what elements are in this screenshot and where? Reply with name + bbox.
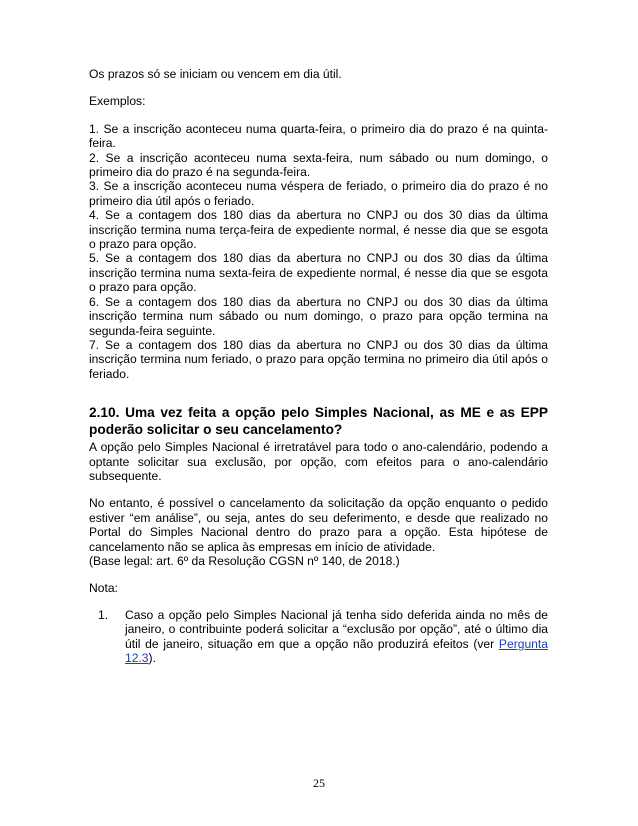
note-text-end: ). [148, 651, 156, 665]
legal-basis: (Base legal: art. 6º da Resolução CGSN nº 140, de 2018.) [89, 553, 400, 568]
examples-label: Exemplos: [89, 94, 146, 109]
example-item-3: 3. Se a inscrição aconteceu numa véspera de feriado, o primeiro dia do prazo é no primeiro dia útil após o feriado. [89, 179, 548, 208]
question-12-3-link[interactable]: Pergunta 12.3 [125, 636, 548, 665]
example-item-5: 5. Se a contagem dos 180 dias da abertura no CNPJ ou dos 30 dias da última inscrição termina numa sexta-feira de expediente normal, é nesse dia que se esgota o prazo para opção. [89, 251, 548, 295]
note-number: 1. [98, 607, 109, 622]
intro-text: Os prazos só se iniciam ou vencem em dia útil. [89, 67, 342, 81]
section-heading: 2.10. Uma vez feita a opção pelo Simples Nacional, as ME e as EPP poderão solicitar o seu cancelamento? [89, 405, 548, 437]
note-text: Caso a opção pelo Simples Nacional já tenha sido deferida ainda no mês de janeiro, o contribuinte poderá solicitar a “exclusão por opção”, até o último dia útil de janeiro, situação em que a opção não produzirá efeitos (ver [125, 607, 548, 651]
document-body [89, 67, 548, 665]
section-paragraph-2: No entanto, é possível o cancelamento da solicitação da opção enquanto o pedido estiver “em análise”, ou seja, antes do seu deferimento, e desde que realizado no Portal do Simples Nacional dentro do prazo para a opção. Esta hipótese de cancelamento não se aplica às empresas em início de atividade. [89, 496, 548, 554]
example-item-2: 2. Se a inscrição aconteceu numa sexta-feira, num sábado ou num domingo, o primeiro dia do prazo é na segunda-feira. [89, 150, 548, 180]
example-item-1: 1. Se a inscrição aconteceu numa quarta-feira, o primeiro dia do prazo é na quinta-feira. [89, 121, 548, 151]
example-item-6: 6. Se a contagem dos 180 dias da abertura no CNPJ ou dos 30 dias da última inscrição termina num sábado ou num domingo, o prazo para opção termina na segunda-feira seguinte. [89, 294, 548, 338]
example-item-4: 4. Se a contagem dos 180 dias da abertura no CNPJ ou dos 30 dias da última inscrição termina numa terça-feira de expediente normal, é nesse dia que se esgota o prazo para opção. [89, 208, 548, 252]
section-paragraph-1: A opção pelo Simples Nacional é irretratável para todo o ano-calendário, podendo a optante solicitar sua exclusão, por opção, com efeitos para o ano-calendário subsequente. [89, 440, 548, 483]
note-list [89, 608, 548, 666]
note-label: Nota: [89, 581, 118, 596]
page-number: 25 [313, 776, 325, 790]
note-item [98, 608, 548, 666]
example-item-7: 7. Se a contagem dos 180 dias da abertura no CNPJ ou dos 30 dias da última inscrição termina num feriado, o prazo para opção termina no primeiro dia útil após o feriado. [89, 337, 548, 381]
examples-list [89, 122, 548, 381]
